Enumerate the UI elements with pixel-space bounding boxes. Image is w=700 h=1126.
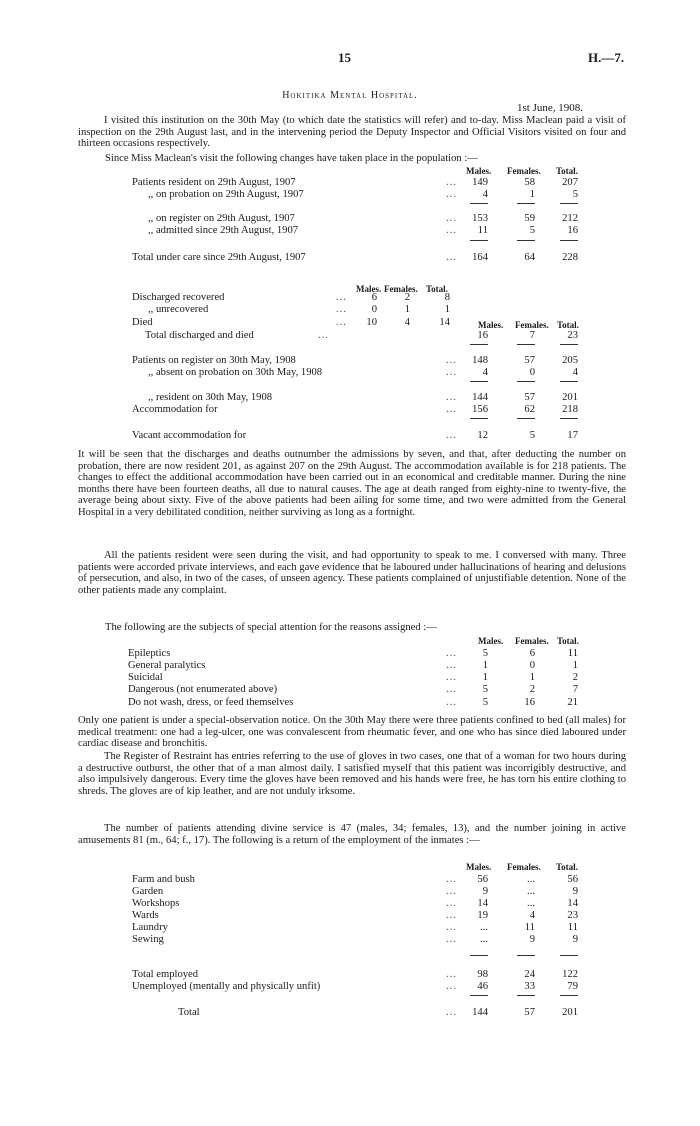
- register-row: [0, 355, 700, 367]
- cell-m: 10: [366, 317, 377, 328]
- row-label: Died: [132, 317, 153, 328]
- row-label: Accommodation for: [132, 404, 218, 415]
- cell-t: 23: [567, 910, 578, 921]
- leader-dots: ...: [336, 304, 347, 315]
- special-row: [0, 648, 700, 660]
- cell-t: 23: [567, 330, 578, 341]
- cell-m: 4: [482, 189, 488, 200]
- row-label: Vacant accommodation for: [132, 430, 247, 441]
- rule: [470, 995, 488, 996]
- row-label: Laundry: [132, 922, 168, 933]
- leader-dots: ...: [446, 684, 457, 695]
- row-label: ,, absent on probation on 30th May, 1908: [148, 367, 323, 378]
- rule: [560, 203, 578, 204]
- document-reference: H.—7.: [588, 50, 625, 65]
- row-label: Unemployed (mentally and physically unfit): [132, 981, 321, 992]
- discharge-row: [0, 292, 700, 304]
- cell-f: 2: [404, 292, 410, 303]
- cell-f: 62: [524, 404, 535, 415]
- rule: [517, 381, 535, 382]
- page-number: 15: [338, 50, 351, 65]
- special-row: [0, 672, 700, 684]
- rule: [517, 995, 535, 996]
- row-label: Do not wash, dress, or feed themselves: [128, 697, 294, 708]
- col-females-2: Females.: [515, 320, 549, 330]
- row-label: Workshops: [132, 898, 180, 909]
- page-header: [0, 50, 700, 66]
- cell-m: 12: [477, 430, 488, 441]
- cell-t: 56: [567, 874, 578, 885]
- cell-m: 156: [472, 404, 488, 415]
- cell-m: 98: [477, 969, 488, 980]
- leader-dots: ...: [446, 874, 457, 885]
- leader-dots: ...: [446, 404, 457, 415]
- report-date: 1st June, 1908.: [517, 102, 583, 114]
- rule: [517, 418, 535, 419]
- cell-m: 5: [482, 684, 488, 695]
- cell-t: 4: [572, 367, 578, 378]
- col-females-sub: Females.: [384, 284, 418, 294]
- col-total-sub: Total.: [426, 284, 448, 294]
- discharge-row: [0, 317, 700, 329]
- leader-dots: ...: [446, 1007, 457, 1018]
- cell-t: 5: [572, 189, 578, 200]
- paragraph-observation: Only one patient is under a special-observation notice. On the 30th May there were three patients confined to bed (all males) for medical treatment: one had a leg-ulcer, one was convalescent from rheumatic fever, and one who has since died laboured under cardiac disease and bronchitis.: [78, 715, 626, 750]
- population-row: [0, 177, 700, 189]
- cell-t: 11: [567, 922, 578, 933]
- employment-row: [0, 886, 700, 898]
- register-row: [0, 404, 700, 416]
- paragraph-restraint: The Register of Restraint has entries referring to the use of gloves in two cases, one that of a woman for two hours during a destructive outburst, the other that of a man almost daily. I satisfied myself that this patient was incorrigibly destructive, and also impulsively dangerous. Every time the gloves have been removed and his hands were free, he has torn his entire clothing to shreds. The gloves are of kip leather, and are not unduly irksome.: [78, 751, 626, 797]
- register-row: [0, 430, 700, 442]
- cell-m: 46: [477, 981, 488, 992]
- row-label: Patients resident on 29th August, 1907: [132, 177, 296, 188]
- section-title: Hokitika Mental Hospital.: [282, 90, 418, 101]
- col-total-3: Total.: [557, 636, 579, 646]
- cell-f: 57: [524, 1007, 535, 1018]
- leader-dots: ...: [446, 660, 457, 671]
- rule: [517, 240, 535, 241]
- leader-dots: ...: [446, 355, 457, 366]
- row-label: Wards: [132, 910, 159, 921]
- row-label: Discharged recovered: [132, 292, 225, 303]
- cell-t: 14: [567, 898, 578, 909]
- register-row: [0, 392, 700, 404]
- cell-t: 218: [562, 404, 578, 415]
- leader-dots: ...: [446, 367, 457, 378]
- row-label: ,, on probation on 29th August, 1907: [148, 189, 304, 200]
- cell-f: 9: [529, 934, 535, 945]
- cell-m: 16: [477, 330, 488, 341]
- employment-row: [0, 910, 700, 922]
- cell-m: ...: [480, 934, 488, 945]
- rule: [517, 344, 535, 345]
- rule: [470, 203, 488, 204]
- row-label: Patients on register on 30th May, 1908: [132, 355, 296, 366]
- row-label: Garden: [132, 886, 164, 897]
- row-label: Total discharged and died: [145, 330, 254, 341]
- row-label: Farm and bush: [132, 874, 195, 885]
- cell-f: 5: [529, 430, 535, 441]
- rule: [560, 955, 578, 956]
- cell-f: ...: [527, 898, 535, 909]
- row-label: Total employed: [132, 969, 199, 980]
- leader-dots: ...: [446, 922, 457, 933]
- cell-m: 19: [477, 910, 488, 921]
- leader-dots: ...: [446, 697, 457, 708]
- leader-dots: ...: [446, 189, 457, 200]
- cell-m: 148: [472, 355, 488, 366]
- row-label: Total under care since 29th August, 1907: [132, 252, 306, 263]
- cell-m: 5: [482, 648, 488, 659]
- leader-dots: ...: [446, 910, 457, 921]
- cell-f: 4: [529, 910, 535, 921]
- rule: [560, 240, 578, 241]
- paragraph-visit: All the patients resident were seen during the visit, and had opportunity to speak to me. I conversed with many. Three patients were accorded private interviews, and each gave evidence that he laboured under hallucinations of hearing and delusions of persecution, and also, in two of the cases, of unseen agency. These patients complained of unjustifiable detention. None of the other patients made any complaint.: [78, 550, 626, 596]
- rule: [560, 418, 578, 419]
- cell-m: 0: [371, 304, 377, 315]
- col-males: Males.: [466, 166, 492, 176]
- cell-m: 6: [371, 292, 377, 303]
- employment-row: [0, 1007, 700, 1019]
- row-label: ,, admitted since 29th August, 1907: [148, 225, 299, 236]
- cell-t: 8: [444, 292, 450, 303]
- col-males-2: Males.: [478, 320, 504, 330]
- cell-f: 2: [529, 684, 535, 695]
- cell-m: 144: [472, 1007, 488, 1018]
- population-row: [0, 252, 700, 264]
- discharge-row: [0, 304, 700, 316]
- leader-dots: ...: [318, 330, 329, 341]
- register-row: [0, 367, 700, 379]
- cell-t: 79: [567, 981, 578, 992]
- cell-f: 4: [404, 317, 410, 328]
- population-row: [0, 213, 700, 225]
- row-label: ,, unrecovered: [148, 304, 209, 315]
- cell-m: 144: [472, 392, 488, 403]
- cell-t: 1: [444, 304, 450, 315]
- cell-t: 9: [572, 934, 578, 945]
- leader-dots: ...: [336, 317, 347, 328]
- rule: [560, 381, 578, 382]
- col-total-2: Total.: [557, 320, 579, 330]
- rule: [470, 418, 488, 419]
- rule: [470, 955, 488, 956]
- cell-f: 5: [529, 225, 535, 236]
- intro-paragraph: I visited this institution on the 30th May (to which date the statistics will refer) and to-day. Miss Maclean paid a visit of inspection on the 29th August last, and in the intervening period the Deputy Inspector and Official Visitors visited on four and thirteen occasions respectively.: [78, 115, 626, 150]
- cell-f: 24: [524, 969, 535, 980]
- cell-t: 16: [567, 225, 578, 236]
- population-row: [0, 225, 700, 237]
- row-label: Sewing: [132, 934, 164, 945]
- col-males-4: Males.: [466, 862, 492, 872]
- cell-f: 33: [524, 981, 535, 992]
- cell-m: 164: [472, 252, 488, 263]
- leader-dots: ...: [446, 898, 457, 909]
- cell-m: 1: [482, 672, 488, 683]
- cell-m: 153: [472, 213, 488, 224]
- employment-row: [0, 934, 700, 946]
- cell-m: 149: [472, 177, 488, 188]
- leader-dots: ...: [446, 648, 457, 659]
- employment-row: [0, 969, 700, 981]
- row-label: General paralytics: [128, 660, 206, 671]
- paragraph-discharges: It will be seen that the discharges and deaths outnumber the admissions by seven, and that, after deducting the number on probation, there are now resident 201, as against 207 on the 29th August. The accommodation available is for 218 patients. The changes to effect the additional accommodation have been carried out in an economical and creditable manner. During the nine months there have been fourteen deaths, all due to natural causes. The age at death ranged from eighty-nine to twenty-five, the average being about sixty. Five of the above patients had been ailing for some time, and two were admitted from the General Hospital in a very debilitated condition, neither surviving as long as a fortnight.: [78, 449, 626, 518]
- cell-f: 11: [524, 922, 535, 933]
- leader-dots: ...: [336, 292, 347, 303]
- rule: [470, 344, 488, 345]
- population-row: [0, 189, 700, 201]
- rule: [470, 240, 488, 241]
- cell-t: 201: [562, 392, 578, 403]
- intro-lead: Since Miss Maclean's visit the following changes have taken place in the population :—: [105, 153, 478, 164]
- cell-f: 6: [529, 648, 535, 659]
- cell-f: ...: [527, 874, 535, 885]
- paragraph-employment: The number of patients attending divine service is 47 (males, 34; females, 13), and the number joining in active amusements 81 (m., 64; f., 17). The following is a return of the employment of the inmates :—: [78, 823, 626, 846]
- col-total: Total.: [556, 166, 578, 176]
- col-males-sub: Males.: [356, 284, 382, 294]
- col-total-4: Total.: [556, 862, 578, 872]
- cell-t: 205: [562, 355, 578, 366]
- cell-f: 0: [529, 367, 535, 378]
- cell-t: 201: [562, 1007, 578, 1018]
- employment-row: [0, 898, 700, 910]
- col-females: Females.: [507, 166, 541, 176]
- employment-row: [0, 922, 700, 934]
- cell-m: ...: [480, 922, 488, 933]
- paragraph-special-lead: The following are the subjects of special attention for the reasons assigned :—: [105, 622, 437, 633]
- cell-t: 11: [567, 648, 578, 659]
- cell-m: 1: [482, 660, 488, 671]
- row-label: ,, on register on 29th August, 1907: [148, 213, 295, 224]
- rule: [517, 955, 535, 956]
- leader-dots: ...: [446, 252, 457, 263]
- cell-m: 56: [477, 874, 488, 885]
- cell-t: 122: [562, 969, 578, 980]
- cell-f: 1: [529, 672, 535, 683]
- cell-f: 57: [524, 355, 535, 366]
- cell-t: 17: [567, 430, 578, 441]
- row-label: Dangerous (not enumerated above): [128, 684, 278, 695]
- leader-dots: ...: [446, 969, 457, 980]
- employment-row: [0, 874, 700, 886]
- cell-f: 64: [524, 252, 535, 263]
- cell-t: 7: [572, 684, 578, 695]
- special-row: [0, 684, 700, 696]
- special-row: [0, 660, 700, 672]
- cell-f: 16: [524, 697, 535, 708]
- cell-f: 57: [524, 392, 535, 403]
- leader-dots: ...: [446, 213, 457, 224]
- row-label: ,, resident on 30th May, 1908: [148, 392, 273, 403]
- employment-row: [0, 981, 700, 993]
- cell-f: 0: [529, 660, 535, 671]
- row-label: Total: [178, 1007, 200, 1018]
- row-label: Epileptics: [128, 648, 171, 659]
- cell-t: 21: [567, 697, 578, 708]
- cell-m: 14: [477, 898, 488, 909]
- special-row: [0, 697, 700, 709]
- rule: [470, 381, 488, 382]
- cell-m: 9: [482, 886, 488, 897]
- discharge-total-row: [0, 330, 700, 342]
- col-males-3: Males.: [478, 636, 504, 646]
- cell-f: 1: [404, 304, 410, 315]
- leader-dots: ...: [446, 177, 457, 188]
- rule: [517, 203, 535, 204]
- cell-t: 14: [439, 317, 450, 328]
- cell-t: 9: [572, 886, 578, 897]
- cell-f: 58: [524, 177, 535, 188]
- cell-m: 4: [482, 367, 488, 378]
- leader-dots: ...: [446, 981, 457, 992]
- row-label: Suicidal: [128, 672, 163, 683]
- cell-t: 228: [562, 252, 578, 263]
- cell-t: 207: [562, 177, 578, 188]
- leader-dots: ...: [446, 672, 457, 683]
- col-females-3: Females.: [515, 636, 549, 646]
- col-females-4: Females.: [507, 862, 541, 872]
- cell-t: 1: [572, 660, 578, 671]
- cell-t: 212: [562, 213, 578, 224]
- rule: [560, 344, 578, 345]
- cell-t: 2: [572, 672, 578, 683]
- leader-dots: ...: [446, 225, 457, 236]
- cell-f: 1: [529, 189, 535, 200]
- cell-f: 59: [524, 213, 535, 224]
- leader-dots: ...: [446, 886, 457, 897]
- leader-dots: ...: [446, 430, 457, 441]
- leader-dots: ...: [446, 934, 457, 945]
- leader-dots: ...: [446, 392, 457, 403]
- cell-m: 5: [482, 697, 488, 708]
- cell-f: 7: [529, 330, 535, 341]
- cell-m: 11: [477, 225, 488, 236]
- rule: [560, 995, 578, 996]
- cell-f: ...: [527, 886, 535, 897]
